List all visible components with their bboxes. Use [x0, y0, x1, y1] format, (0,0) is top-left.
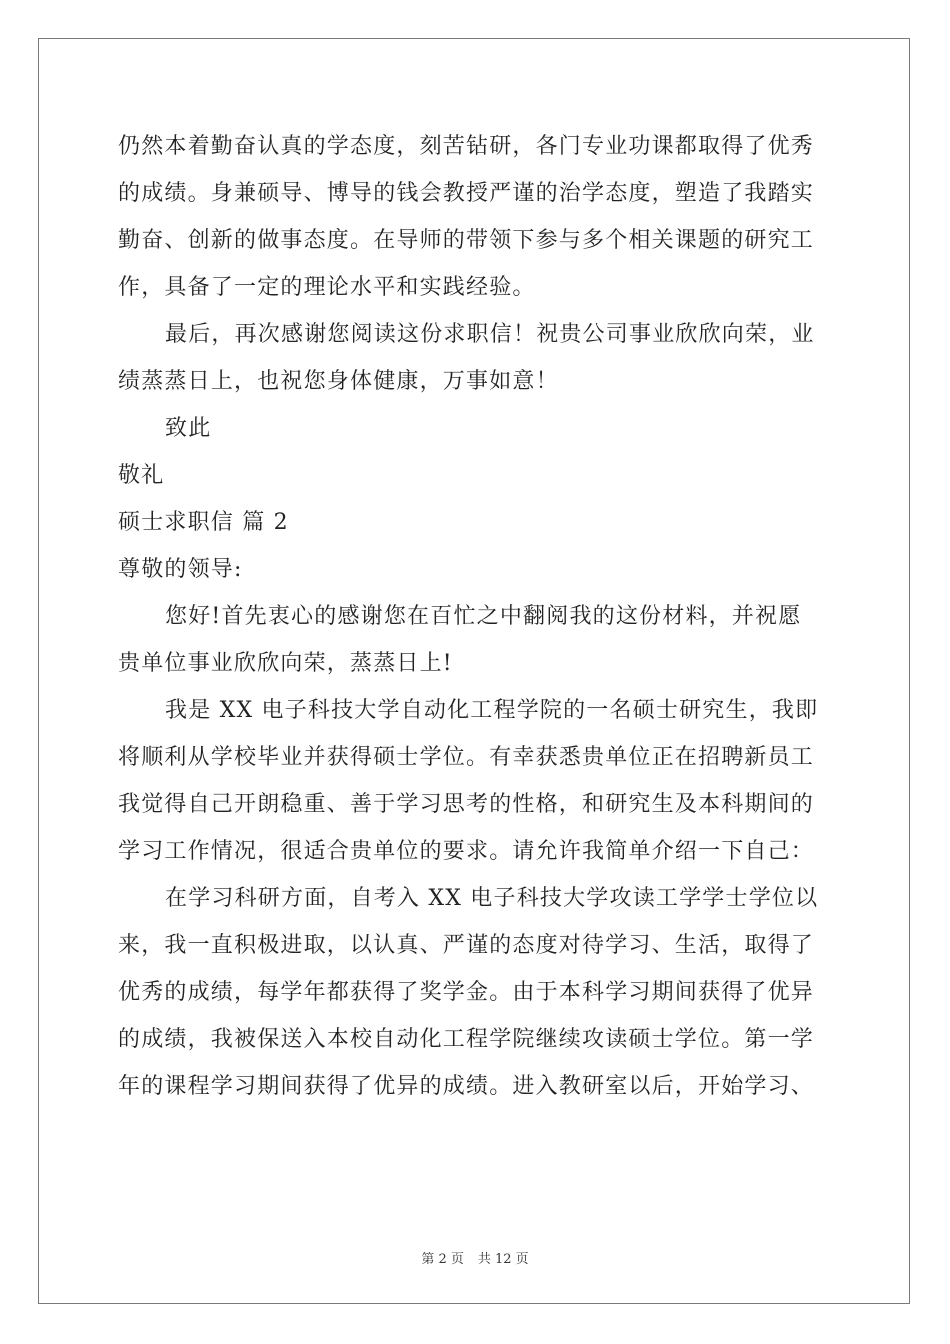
- text-line: 最后，再次感谢您阅读这份求职信！祝贵公司事业欣欣向荣，业: [165, 322, 815, 347]
- text-line: 我是 XX 电子科技大学自动化工程学院的一名硕士研究生，我即: [165, 698, 819, 723]
- text-line: 在学习科研方面，自考入 XX 电子科技大学攻读工学学士学位以: [165, 886, 819, 911]
- text-line: 硕士求职信 篇 2: [118, 510, 289, 535]
- text-line: 优秀的成绩，每学年都获得了奖学金。由于本科学习期间获得了优异: [118, 980, 815, 1005]
- text-line: 致此: [165, 416, 212, 441]
- text-line: 贵单位事业欣欣向荣，蒸蒸日上!: [118, 651, 453, 676]
- text-line: 年的课程学习期间获得了优异的成绩。进入教研室以后，开始学习、: [118, 1074, 815, 1099]
- text-line: 的成绩。身兼硕导、博导的钱会教授严谨的治学态度，塑造了我踏实: [118, 181, 815, 206]
- text-line: 敬礼: [118, 463, 165, 488]
- text-line: 我觉得自己开朗稳重、善于学习思考的性格，和研究生及本科期间的: [118, 792, 815, 817]
- page-footer: [0, 1248, 950, 1267]
- text-line: 将顺利从学校毕业并获得硕士学位。有幸获悉贵单位正在招聘新员工: [118, 745, 815, 770]
- text-line: 尊敬的领导:: [118, 557, 243, 582]
- text-line: 仍然本着勤奋认真的学态度，刻苦钻研，各门专业功课都取得了优秀: [118, 134, 815, 159]
- text-line: 您好!首先衷心的感谢您在百忙之中翻阅我的这份材料，并祝愿: [165, 604, 802, 629]
- text-line: 勤奋、创新的做事态度。在导师的带领下参与多个相关课题的研究工: [118, 228, 815, 253]
- page-number: 第 2 页: [421, 1252, 464, 1267]
- text-line: 来，我一直积极进取，以认真、严谨的态度对待学习、生活，取得了: [118, 933, 815, 958]
- text-line: 的成绩，我被保送入本校自动化工程学院继续攻读硕士学位。第一学: [118, 1027, 815, 1052]
- page-total: 共 12 页: [477, 1252, 529, 1267]
- text-line: 学习工作情况，很适合贵单位的要求。请允许我简单介绍一下自己：: [118, 839, 815, 864]
- text-line: 作，具备了一定的理论水平和实践经验。: [118, 275, 536, 300]
- document-body: [118, 127, 834, 1114]
- text-line: 绩蒸蒸日上，也祝您身体健康，万事如意！: [118, 369, 559, 394]
